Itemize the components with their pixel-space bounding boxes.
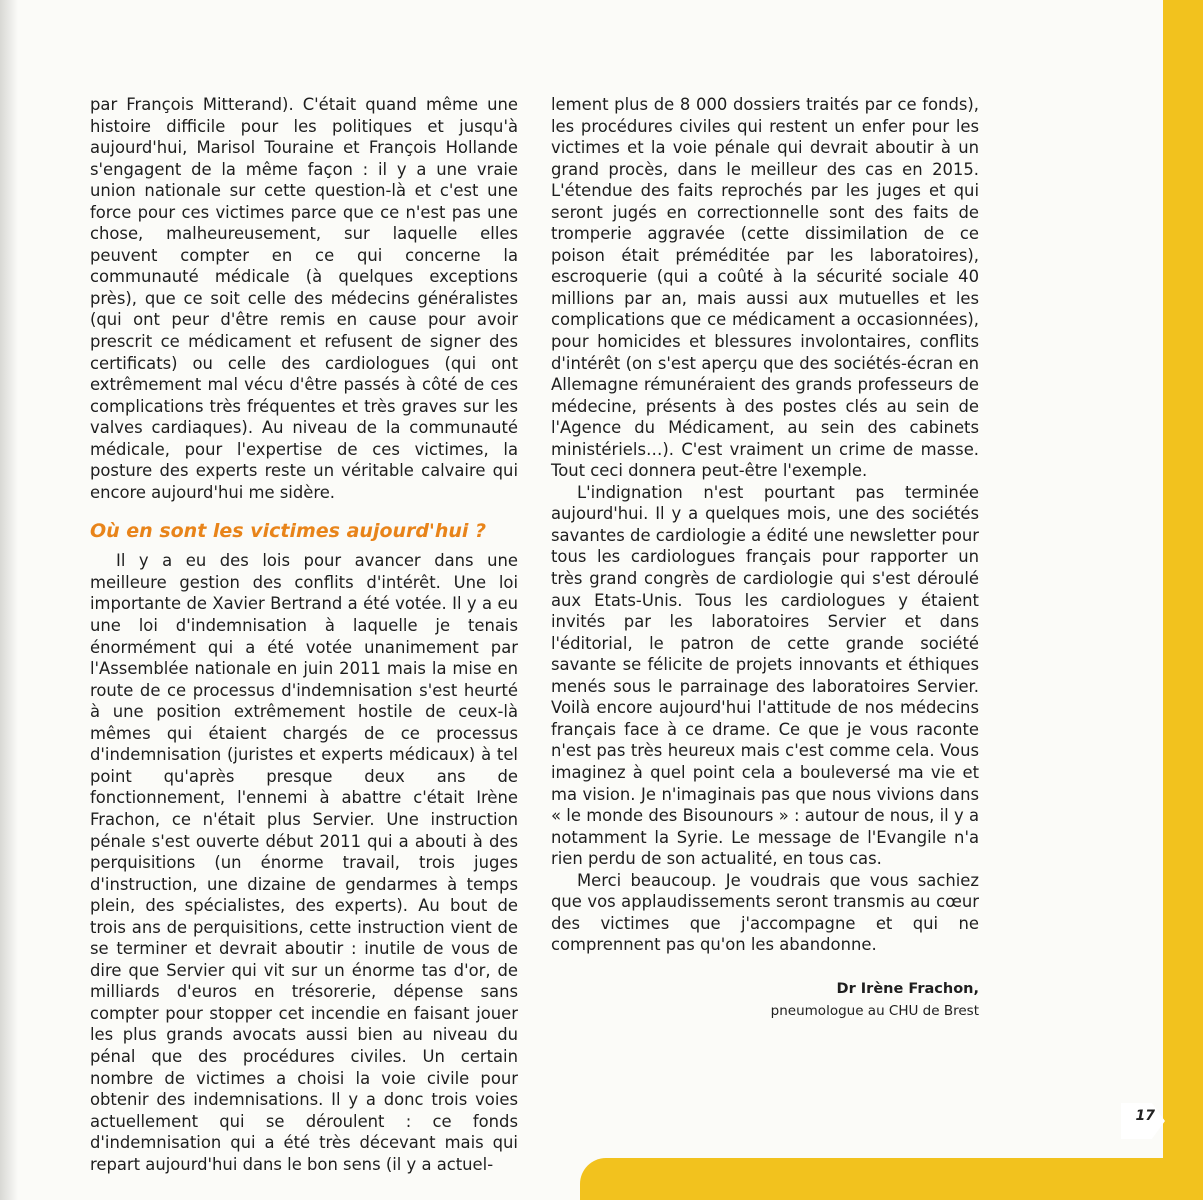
left-column bbox=[90, 94, 518, 1175]
body-paragraph: Merci beaucoup. Je voudrais que vous sachiez que vos applaudissements seront transmis au cœur des victimes que j'accompagne et qui ne comprennent pas qu'on les abandonne. bbox=[551, 870, 979, 955]
section-heading: Où en sont les victimes aujourd'hui ? bbox=[90, 520, 487, 543]
yellow-bottom-band bbox=[580, 1158, 1203, 1200]
body-paragraph: par François Mitterand). C'était quand même une histoire difficile pour les politiques et jusqu'à aujourd'hui, Marisol Touraine et François Hollande s'engagent de la même façon : il y a une vraie union nationale sur cette question-là et c'est une force pour ces victimes parce que ce n'est pas une chose, malheureusement, sur laquelle elles peuvent compter en ce qui concerne la communauté médicale (à quelques exceptions près), que ce soit celle des médecins généralistes (qui ont peur d'être remis en cause pour avoir prescrit ce médicament et refusent de signer des certificats) ou celle des cardiologues (qui ont extrêmement mal vécu d'être passés à côté de ces complications très fréquentes et très graves sur les valves cardiaques). Au niveau de la communauté médicale, pour l'expertise de ces victimes, la posture des experts reste un véritable calvaire qui encore aujourd'hui me sidère. bbox=[90, 95, 518, 502]
body-paragraph: lement plus de 8 000 dossiers traités par ce fonds), les procédures civiles qui restent un enfer pour les victimes et la voie pénale qui devrait aboutir à un grand procès, dans le meilleur des cas en 2015. L'étendue des faits reprochés par les juges et qui seront jugés en correctionnelle sont des faits de tromperie aggravée (cette dissimilation de ce poison était préméditée par les laboratoires), escroquerie (qui a coûté à la sécurité sociale 40 millions par an, mais aussi aux mutuelles et les complications que ce médicament a occasionnées), pour homicides et blessures involontaires, conflits d'intérêt (on s'est aperçu que des sociétés-écran en Allemagne rémunéraient des grands professeurs de médecine, présents à des postes clés au sein de l'Agence du Médicament, au sein des cabinets ministériels…). C'est vraiment un crime de masse. Tout ceci donnera peut-être l'exemple. bbox=[551, 95, 979, 481]
page-gutter-shadow bbox=[0, 0, 18, 1200]
page-number: 17 bbox=[1135, 1108, 1155, 1124]
signature-role: pneumologue au CHU de Brest bbox=[770, 1002, 979, 1019]
signature-name: Dr Irène Frachon, bbox=[836, 980, 979, 997]
signature bbox=[551, 978, 979, 1022]
yellow-side-band bbox=[1163, 0, 1203, 1200]
body-paragraph: Il y a eu des lois pour avancer dans une meilleure gestion des conflits d'intérêt. Une loi importante de Xavier Bertrand a été votée. Il y a eu une loi d'indemnisation à laquelle je tenais énormément qui a été votée unanimement par l'Assemblée nationale en juin 2011 mais la mise en route de ce processus d'indemnisation s'est heurté à une position extrêmement hostile de ceux-là mêmes qui étaient chargés de ce processus d'indemnisation (juristes et experts médicaux) à tel point qu'après presque deux ans de fonctionnement, l'ennemi à abattre c'était Irène Frachon, ce n'était plus Servier. Une instruction pénale s'est ouverte début 2011 qui a abouti à des perquisitions (un énorme travail, trois juges d'instruction, une dizaine de gendarmes à temps plein, des spécialistes, des experts). Au bout de trois ans de perquisitions, cette instruction vient de se terminer et devrait aboutir : inutile de vous de dire que Servier qui vit sur un énorme tas d'or, de milliards d'euros en trésorerie, dépense sans compter pour stopper cet incendie en faisant jouer les plus grands avocats aussi bien au niveau du pénal que des procédures civiles. Un certain nombre de victimes a choisi la voie civile pour obtenir des indemnisations. Il y a donc trois voies actuellement qui se déroulent : ce fonds d'indemnisation qui a été très décevant mais qui repart aujourd'hui dans le bon sens (il y a actuel- bbox=[90, 551, 518, 1174]
body-paragraph: L'indignation n'est pourtant pas terminée aujourd'hui. Il y a quelques mois, une des sociétés savantes de cardiologie a édité une newsletter pour tous les cardiologues français pour rapporter un très grand congrès de cardiologie qui s'est déroulé aux Etats-Unis. Tous les cardiologues y étaient invités par les laboratoires Servier et dans l'éditorial, le patron de cette grande société savante se félicite de projets innovants et éthiques menés sous le parrainage des laboratoires Servier. Voilà encore aujourd'hui l'attitude de nos médecins français face à ce drame. Ce que je vous raconte n'est pas très heureux mais c'est comme cela. Vous imaginez à quel point cela a bouleversé ma vie et ma vision. Je n'imaginais pas que nous vivions dans « le monde des Bisounours » : autour de nous, il y a notamment la Syrie. Le message de l'Evangile n'a rien perdu de son actualité, en tous cas. bbox=[551, 482, 979, 869]
right-column bbox=[551, 94, 979, 1022]
